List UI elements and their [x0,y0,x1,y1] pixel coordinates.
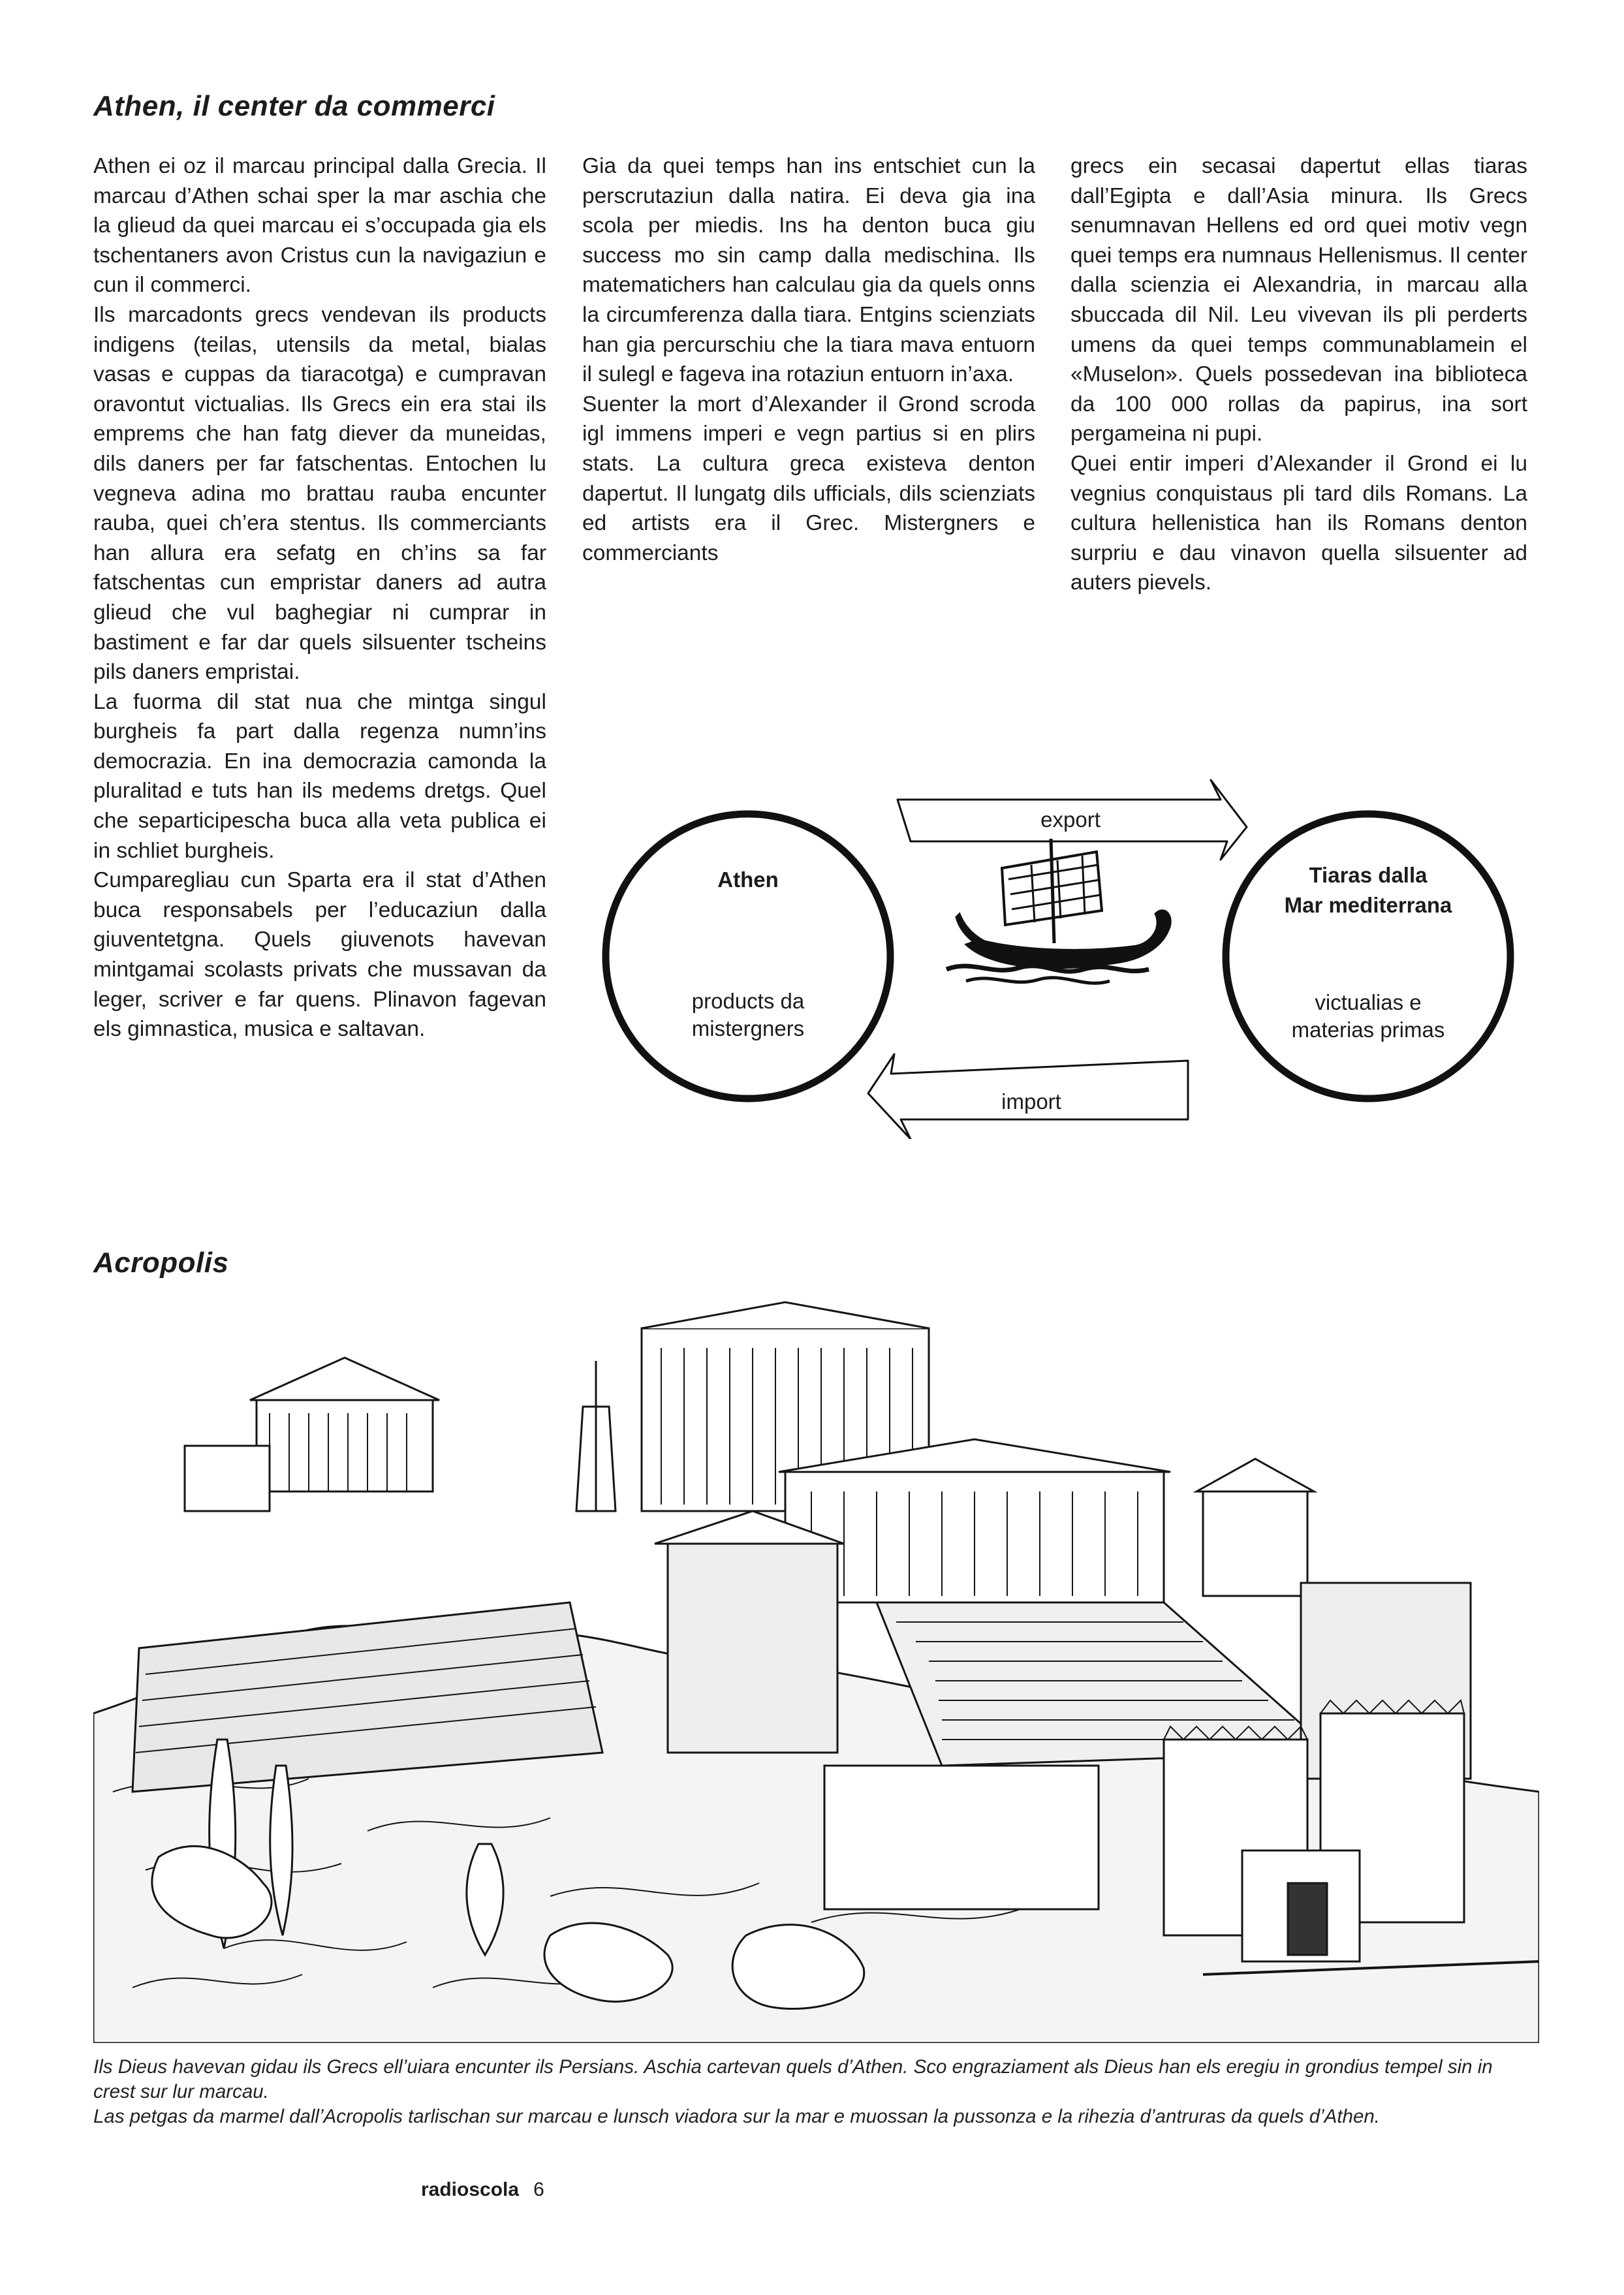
paragraph: Suenter la mort d’Alexander il Grond scroda igl immens imperi e vegn partius si en plirs stats. La cultura greca existeva denton dapertut. Il lungatg dils ufficials, dils scienziats ed artists era il Grec. Mistergners e commerciants [582,392,1035,565]
mediterranean-title-1: Tiaras dalla [1309,863,1428,887]
paragraph: Cumparegliau cun Sparta era il stat d’Athen buca responsabels per l’educaziun dalla giuventetgna. Quels giuvenots havevan mintgamai scolasts privats che mussavan da leger, scriver e far quens. Plinavon fagevan els gimnastica, musica e saltavan. [93,868,546,1042]
mediterranean-sub-1: victualias e [1315,990,1422,1014]
caption-line: Ils Dieus havevan gidau ils Grecs ell’uiara encunter ils Persians. Aschia cartevan quels d’Athen. Sco engraziament als Dieus han els eregiu in grondius tempel sin in crest sur lur marcau. [93,2056,1493,2102]
text-column-3 [1070,151,1527,598]
athen-title: Athen [717,867,779,892]
paragraph: Athen ei oz il marcau principal dalla Grecia. Il marcau d’Athen schai sper la mar aschia che la glieud da quei marcau ei s’occupada gia els tschentaners avon Cristus cun la navigaziun e cun il commerci. [93,154,546,298]
mediterranean-title-2: Mar mediterrana [1284,893,1452,917]
mediterranean-sub-2: materias primas [1291,1018,1445,1042]
athen-sub-2: mistergners [691,1016,805,1040]
mediterranean-circle [1226,814,1510,1099]
greek-ship-icon [946,839,1170,983]
athen-sub-1: products da [691,989,805,1013]
paragraph: grecs ein secasai dapertut ellas tiaras dall’Egipta e dall’Asia minura. Ils Grecs senumnavan Hellens ed ord quei motiv vegn quei temps era numnaus Hellenismus. Il center dalla scienzia ei Alexandria, in marcau alla sbuccada dil Nil. Leu vivevan ils pli perderts umens da quei temps communablamein el «Muselon». Quels possedevan ina biblioteca da 100 000 rollas da papirus, ina sort pergameina ni pupi. [1070,154,1527,446]
athen-circle [606,814,890,1099]
paragraph: La fuorma dil stat nua che mintga singul burgheis fa part dalla regenza numn’ins democrazia. En ina democrazia camonda la pluralitad e tuts han ils medems dretgs. Quel che separticipescha buca alla veta publica ei in schliet burgheis. [93,689,546,863]
paragraph: Gia da quei temps han ins entschiet cun la perscrutaziun dalla natira. Ei deva gia ina scola per miedis. Ins ha denton buca giu success mo sin camp dalla medischina. Ils matematichers han calculau gia da quels onns la circumferenza dalla tiara. Entgins scienziats han gia percurschiu che la tiara mava entuorn il sulegl e fageva ina rotaziun entuorn in’axa. [582,154,1035,387]
trade-diagram [601,773,1514,1139]
paragraph: Quei entir imperi d’Alexander il Grond ei lu vegnius conquistaus pli tard dils Romans. La cultura hellenistica han ils Romans denton surpriu e dau vinavon quella silsuenter ad auters pievels. [1070,451,1527,595]
illustration-caption [93,2055,1539,2129]
page-heading: Athen, il center da commerci [93,90,495,122]
export-label: export [1040,807,1101,832]
paragraph: Ils marcadonts grecs vendevan ils products indigens (teilas, utensils da metal, bialas vasas e cuppas da tiaracotga) e cumpravan oravontut victualias. Ils Grecs ein era stai ils emprems che han fatg diever da muneidas, dils daners per far fatschentas. Entochen lu vegneva adina mo brattau rauba encunter rauba, quei ch’era stentus. Ils commerciants han allura era sefatg en ch’ins sa far fatschentas cun empristar daners ad autra glieud che vul baghegiar ni cumprar in bastiment e far dar quels silsuenter tscheins pils daners empristai. [93,302,546,685]
import-label: import [1001,1089,1061,1114]
section-heading-acropolis: Acropolis [93,1247,229,1279]
page-number: 6 [533,2179,544,2200]
acropolis-drawing [93,1296,1539,2043]
publication-name: radioscola [421,2179,520,2200]
caption-line: Las petgas da marmel dall’Acropolis tarlischan sur marcau e lunsch viadora sur la mar e muossan la pussonza e la rihezia d’antruras da quels d’Athen. [93,2106,1380,2127]
text-column-1 [93,151,546,1044]
page-footer [421,2179,544,2201]
text-column-2 [582,151,1035,568]
